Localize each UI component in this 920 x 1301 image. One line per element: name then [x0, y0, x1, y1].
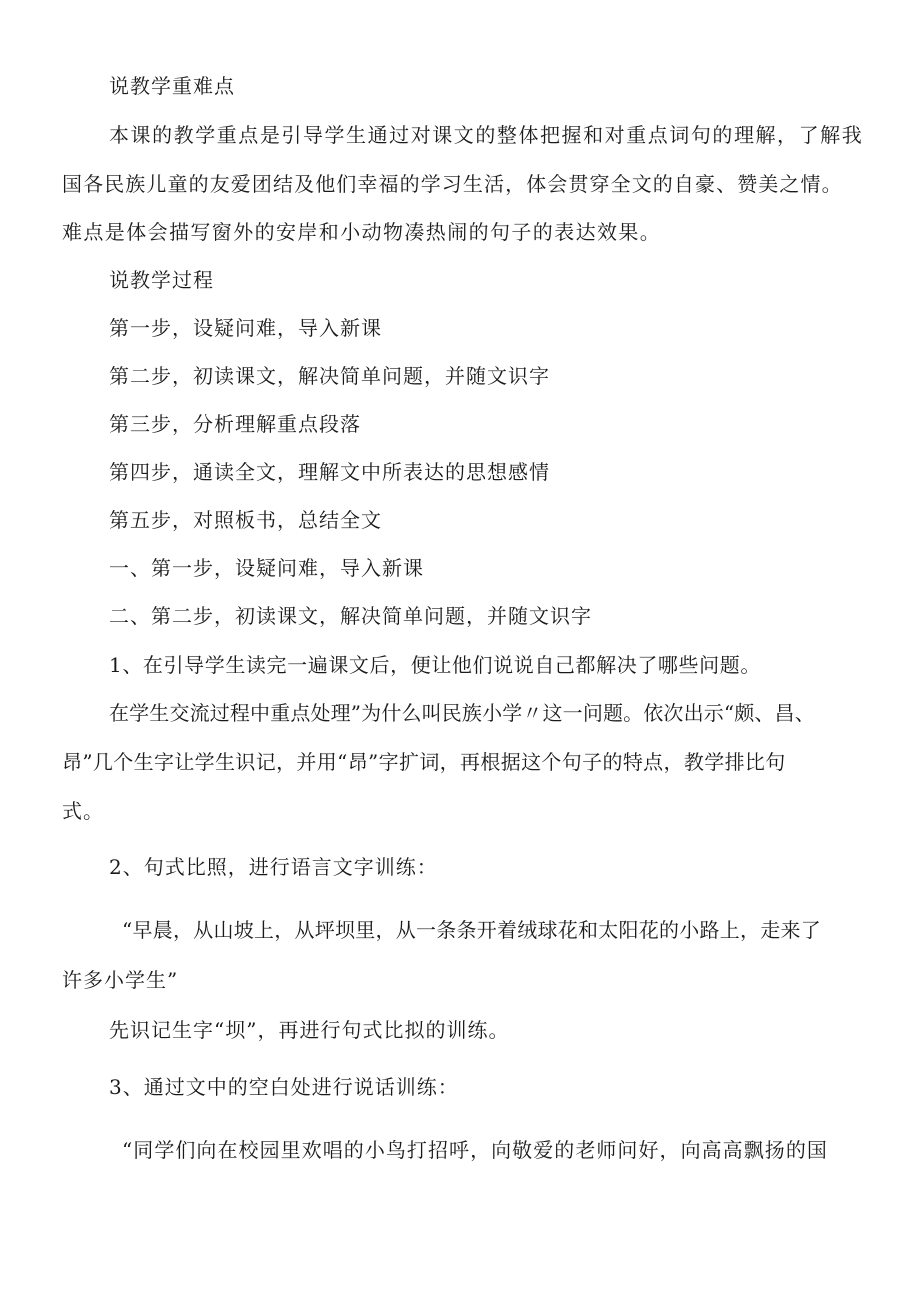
step-2: 第二步，初读课文，解决简单问题，并随文识字 — [109, 364, 550, 388]
item-1: 1、在引导学生读完一遍课文后，便让他们说说自己都解决了哪些问题。 — [109, 653, 761, 677]
paragraph-2-line-1: 在学生交流过程中重点处理”为什么叫民族小学〃这一问题。依次出示“颇、昌、 — [109, 701, 815, 725]
paragraph-key-points-line-1: 本课的教学重点是引导学生通过对课文的整体把握和对重点词句的理解，了解我 — [109, 123, 864, 147]
step-4: 第四步，通读全文，理解文中所表达的思想感情 — [109, 460, 550, 484]
item-2: 2、句式比照，进行语言文字训练： — [109, 855, 438, 879]
item-3: 3、通过文中的空白处进行说话训练： — [109, 1075, 459, 1099]
part-2-heading: 二、第二步，初读课文，解决简单问题，并随文识字 — [109, 604, 592, 628]
step-5: 第五步，对照板书，总结全文 — [109, 508, 382, 532]
step-1: 第一步，设疑问难，导入新课 — [109, 316, 382, 340]
step-3: 第三步，分析理解重点段落 — [109, 412, 361, 436]
paragraph-3: 先识记生字“坝”，再进行句式比拟的训练。 — [109, 1018, 510, 1042]
section-heading-process: 说教学过程 — [109, 268, 214, 292]
quote-1-line-1: “早晨，从山坡上，从坪坝里，从一条条开着绒球花和太阳花的小路上，走来了 — [122, 918, 821, 942]
section-heading-key-points: 说教学重难点 — [109, 74, 235, 98]
paragraph-key-points-line-2: 国各民族儿童的友爱团结及他们幸福的学习生活，体会贯穿全文的自豪、赞美之情。 — [62, 172, 843, 196]
quote-1-line-2: 许多小学生” — [62, 968, 179, 992]
part-1-heading: 一、第一步，设疑问难，导入新课 — [109, 556, 424, 580]
paragraph-key-points-line-3: 难点是体会描写窗外的安岸和小动物凑热闹的句子的表达效果。 — [62, 220, 662, 244]
quote-2-line-1: “同学们向在校园里欢唱的小鸟打招呼，向敬爱的老师问好，向高高飘扬的国 — [122, 1138, 828, 1162]
paragraph-2-line-2: 昂”几个生字让学生识记，并用“昂”字扩词，再根据这个句子的特点，教学排比句 — [62, 750, 786, 774]
paragraph-2-line-3: 式。 — [62, 799, 104, 823]
